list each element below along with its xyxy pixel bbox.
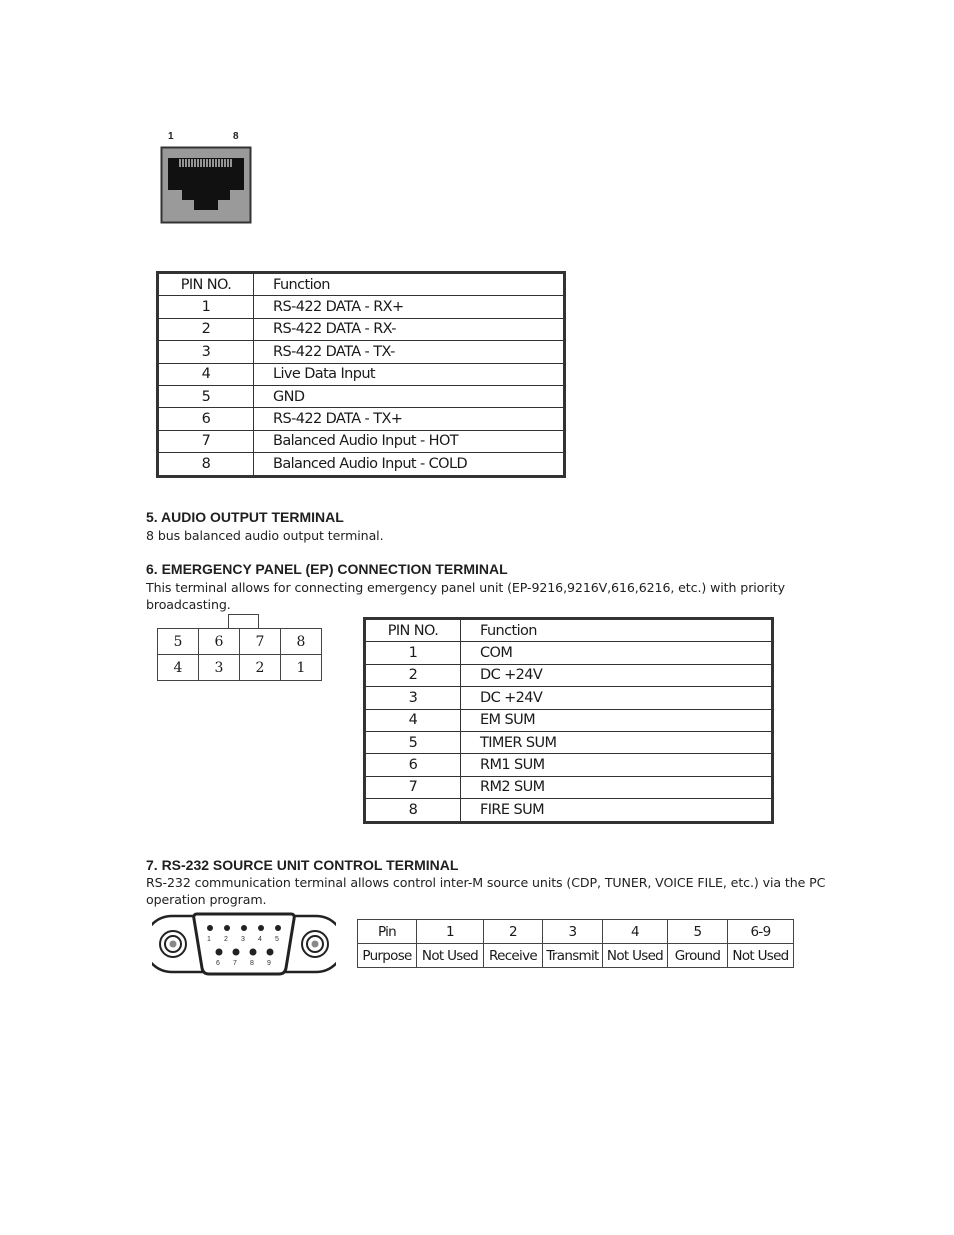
- pin-number: 5: [158, 385, 254, 407]
- pin-number: 4: [365, 709, 461, 731]
- pin-function: RM2 SUM: [461, 776, 773, 798]
- pin-number: 6-9: [728, 920, 794, 944]
- pin-number: 8: [158, 453, 254, 476]
- row-header: Purpose: [358, 944, 417, 968]
- pin-number: 5: [365, 731, 461, 753]
- connector-pin: 3: [199, 655, 240, 681]
- pin-number: 6: [365, 754, 461, 776]
- table-row: [358, 944, 794, 968]
- pin-number: 3: [158, 341, 254, 363]
- section-6-heading: 6. EMERGENCY PANEL (EP) CONNECTION TERMINAL: [146, 561, 508, 577]
- pin-function: FIRE SUM: [461, 799, 773, 822]
- pin-number: 3: [543, 920, 603, 944]
- rj45-pin-table: [156, 271, 566, 478]
- table-row: [158, 341, 565, 363]
- table-row: [158, 430, 565, 452]
- pin-function: RM1 SUM: [461, 754, 773, 776]
- pin-purpose: Ground: [668, 944, 728, 968]
- rj45-jack-icon: [160, 146, 252, 224]
- pin-purpose: Not Used: [417, 944, 484, 968]
- connector-pin: 6: [199, 629, 240, 655]
- pin-purpose: Receive: [484, 944, 543, 968]
- table-row: [365, 709, 773, 731]
- table-row: [158, 453, 565, 476]
- pin-purpose: Transmit: [543, 944, 603, 968]
- pin-number: 3: [365, 687, 461, 709]
- connector-pin: 5: [158, 629, 199, 655]
- pin-function: Balanced Audio Input - HOT: [254, 430, 565, 452]
- column-header: Function: [461, 619, 773, 642]
- db9-pin-label: 4: [258, 936, 262, 943]
- connector-latch: [228, 614, 259, 629]
- db9-pin-label: 5: [275, 936, 279, 943]
- row-header: Pin: [358, 920, 417, 944]
- pin-function: RS-422 DATA - TX+: [254, 408, 565, 430]
- pin-number: 2: [158, 318, 254, 340]
- table-row: [365, 754, 773, 776]
- pin-function: COM: [461, 642, 773, 664]
- table-row: [158, 296, 565, 318]
- rj45-pin-8-label: 8: [233, 131, 239, 142]
- table-row: [358, 920, 794, 944]
- pin-purpose: Not Used: [603, 944, 668, 968]
- pin-function: TIMER SUM: [461, 731, 773, 753]
- table-row: [158, 408, 565, 430]
- pin-number: 1: [158, 296, 254, 318]
- table-row: [158, 318, 565, 340]
- connector-pin: 2: [240, 655, 281, 681]
- pin-function: RS-422 DATA - RX-: [254, 318, 565, 340]
- pin-function: GND: [254, 385, 565, 407]
- table-row: [365, 799, 773, 822]
- section-7-body: RS-232 communication terminal allows control inter-M source units (CDP, TUNER, VOICE FILE, etc.) via the PC operation program.: [146, 875, 826, 907]
- db9-pin-label: 9: [267, 960, 271, 967]
- pin-function: Live Data Input: [254, 363, 565, 385]
- db9-pin-label: 7: [233, 960, 237, 967]
- rs232-pin-table: [357, 919, 794, 968]
- connector-pin: 7: [240, 629, 281, 655]
- table-row: [158, 385, 565, 407]
- ep-pin-table: [363, 617, 774, 824]
- pin-function: Balanced Audio Input - COLD: [254, 453, 565, 476]
- pin-number: 4: [603, 920, 668, 944]
- column-header: Function: [254, 273, 565, 296]
- connector-pin: 8: [281, 629, 322, 655]
- section-5-heading: 5. AUDIO OUTPUT TERMINAL: [146, 509, 344, 525]
- ep-connector-pin-grid: [157, 628, 322, 681]
- pin-function: EM SUM: [461, 709, 773, 731]
- column-header: PIN NO.: [158, 273, 254, 296]
- table-row: [365, 731, 773, 753]
- section-7-heading: 7. RS-232 SOURCE UNIT CONTROL TERMINAL: [146, 857, 459, 873]
- pin-purpose: Not Used: [728, 944, 794, 968]
- db9-pin-label: 1: [207, 936, 211, 943]
- pin-number: 8: [365, 799, 461, 822]
- pin-number: 1: [417, 920, 484, 944]
- pin-function: DC +24V: [461, 664, 773, 686]
- pin-function: DC +24V: [461, 687, 773, 709]
- section-6-body: This terminal allows for connecting emergency panel unit (EP-9216,9216V,616,6216, etc.) with priority broadcasting.: [146, 580, 785, 612]
- table-header-row: [158, 273, 565, 296]
- db9-pin-label: 6: [216, 960, 220, 967]
- table-row: [158, 363, 565, 385]
- connector-pin: 1: [281, 655, 322, 681]
- pin-number: 4: [158, 363, 254, 385]
- pin-number: 1: [365, 642, 461, 664]
- rj45-pin-1-label: 1: [168, 131, 174, 142]
- section-5-body: 8 bus balanced audio output terminal.: [146, 528, 384, 543]
- pin-number: 7: [158, 430, 254, 452]
- pin-number: 2: [484, 920, 543, 944]
- connector-pin: 4: [158, 655, 199, 681]
- table-row: [365, 642, 773, 664]
- pin-number: 6: [158, 408, 254, 430]
- db9-pin-label: 8: [250, 960, 254, 967]
- pin-function: RS-422 DATA - TX-: [254, 341, 565, 363]
- table-header-row: [365, 619, 773, 642]
- table-row: [365, 776, 773, 798]
- db9-pin-label: 3: [241, 936, 245, 943]
- db9-connector-icon: [152, 910, 336, 978]
- pin-function: RS-422 DATA - RX+: [254, 296, 565, 318]
- db9-pin-label: 2: [224, 936, 228, 943]
- column-header: PIN NO.: [365, 619, 461, 642]
- pin-number: 2: [365, 664, 461, 686]
- pin-number: 7: [365, 776, 461, 798]
- pin-number: 5: [668, 920, 728, 944]
- table-row: [365, 687, 773, 709]
- table-row: [365, 664, 773, 686]
